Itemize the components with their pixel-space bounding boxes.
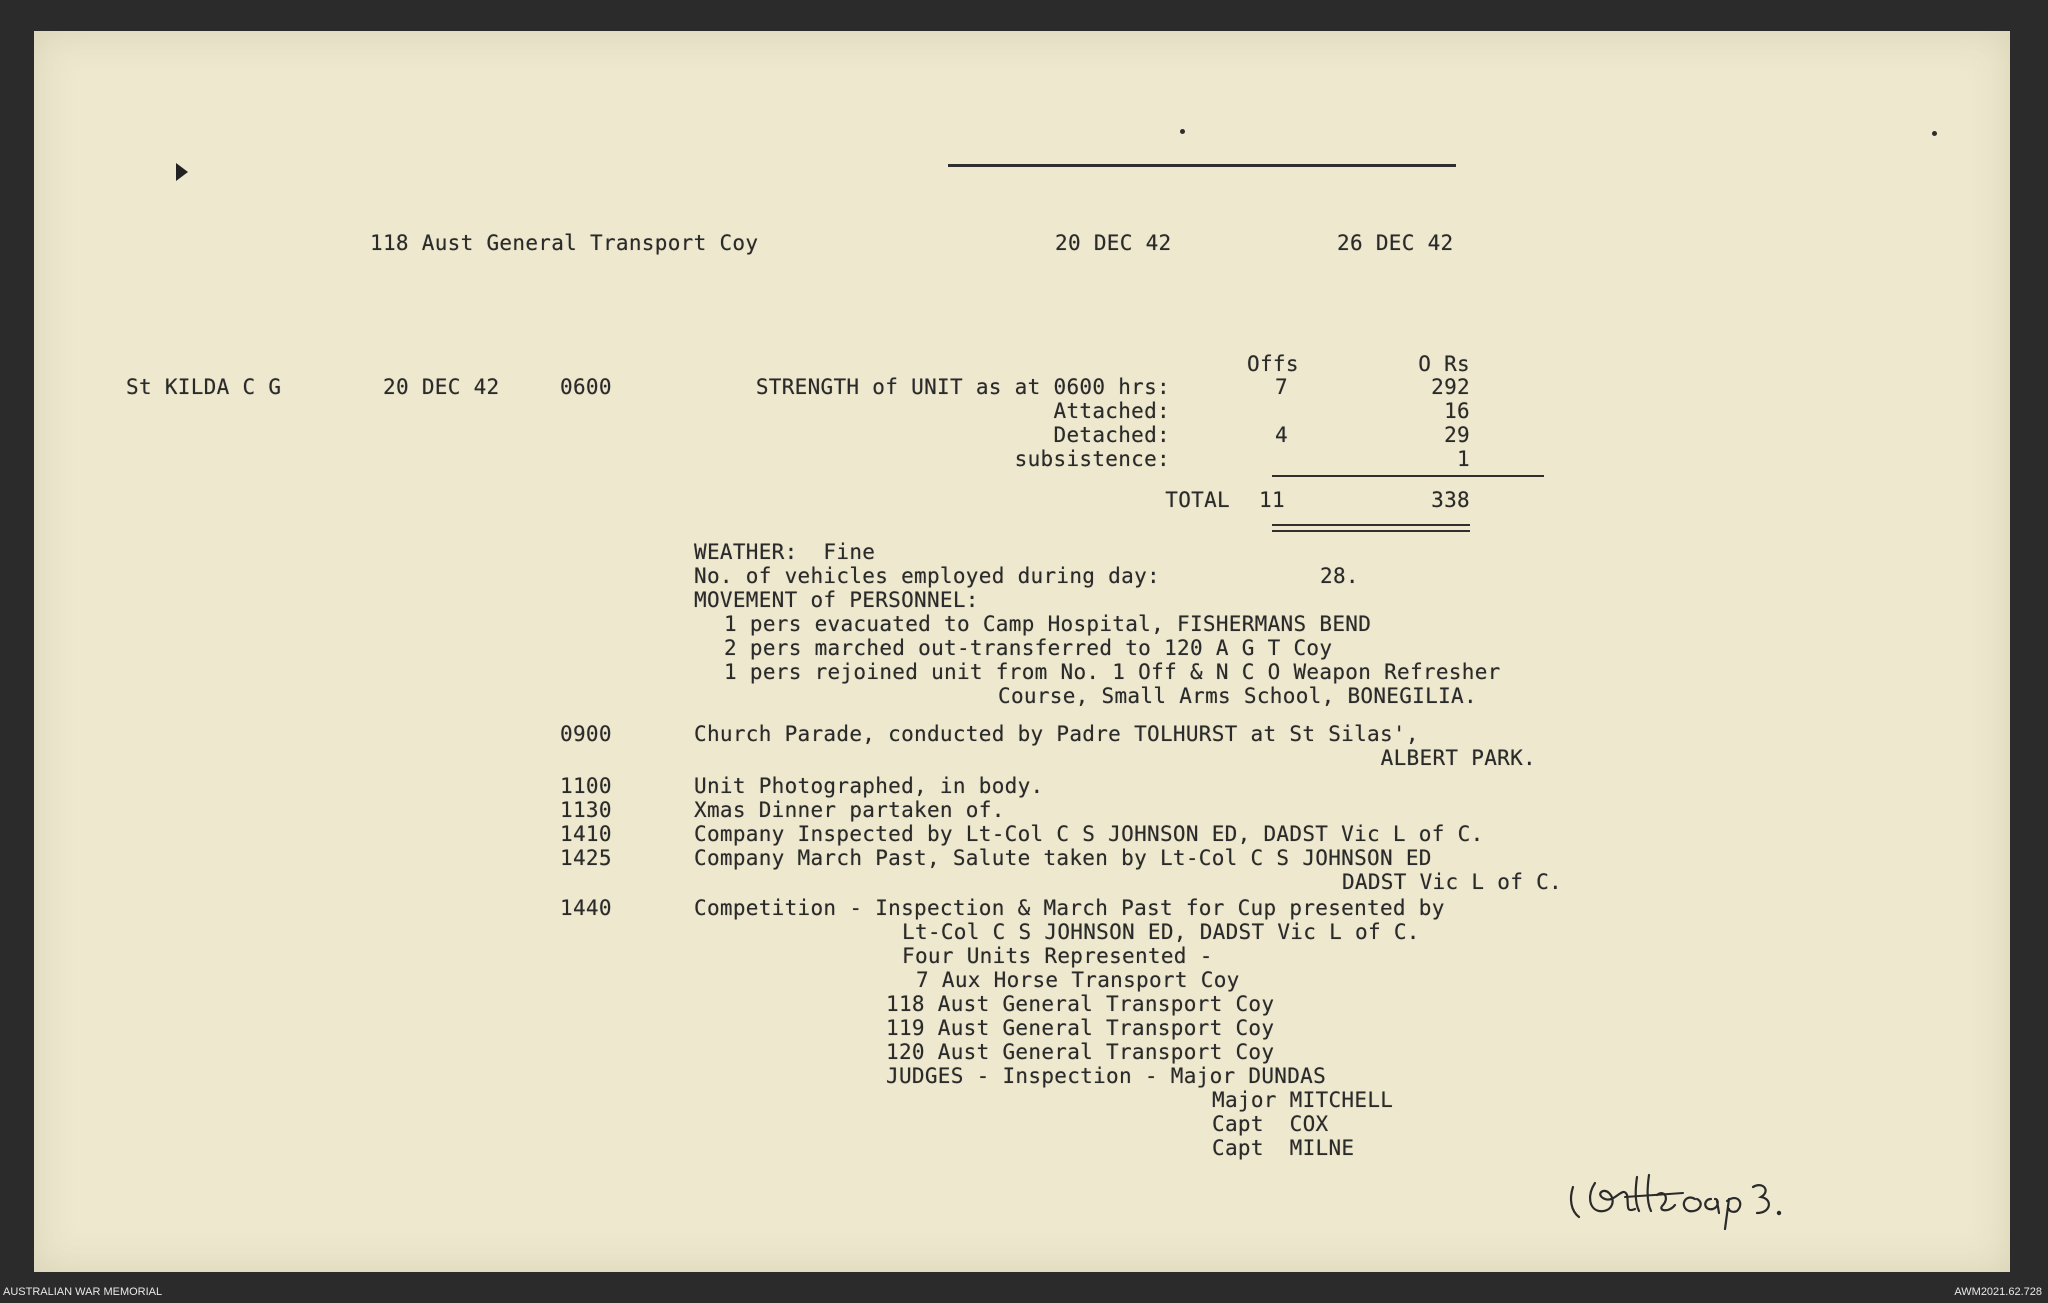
competition-unit: 119 Aust General Transport Coy bbox=[886, 1016, 1275, 1040]
event-time: 1130 bbox=[560, 798, 612, 822]
footer-archive-name: AUSTRALIAN WAR MEMORIAL bbox=[3, 1286, 163, 1298]
vehicles-line: No. of vehicles employed during day: bbox=[694, 564, 1160, 588]
event-text: Company March Past, Salute taken by Lt-Col C S JOHNSON ED bbox=[694, 846, 1432, 870]
total-double-rule bbox=[1272, 530, 1470, 532]
strength-row-ors: 292 bbox=[1431, 375, 1470, 399]
movement-item: 2 pers marched out-transferred to 120 A G T Coy bbox=[724, 636, 1333, 660]
handwritten-signature bbox=[1565, 1165, 1845, 1235]
competition-unit: 7 Aux Horse Transport Coy bbox=[916, 968, 1240, 992]
margin-arrow-mark bbox=[176, 163, 188, 181]
strength-row-offs: 4 bbox=[1275, 423, 1288, 447]
entry-date: 20 DEC 42 bbox=[383, 375, 500, 399]
strength-row-ors: 1 bbox=[1457, 447, 1470, 471]
event-text: Competition - Inspection & March Past for Cup presented by bbox=[694, 896, 1445, 920]
strength-row-ors: 16 bbox=[1444, 399, 1470, 423]
strength-row-offs: 7 bbox=[1275, 375, 1288, 399]
movement-item: 1 pers evacuated to Camp Hospital, FISHERMANS BEND bbox=[724, 612, 1372, 636]
entry-time: 0600 bbox=[560, 375, 612, 399]
judge-name: Capt COX bbox=[1212, 1112, 1329, 1136]
period-start-date: 20 DEC 42 bbox=[1055, 231, 1172, 255]
total-offs: 11 bbox=[1259, 488, 1285, 512]
event-text: Xmas Dinner partaken of. bbox=[694, 798, 1005, 822]
period-end-date: 26 DEC 42 bbox=[1337, 231, 1454, 255]
total-ors: 338 bbox=[1431, 488, 1470, 512]
strength-row-label: Attached: bbox=[1053, 399, 1170, 423]
event-time: 0900 bbox=[560, 722, 612, 746]
weather-line: WEATHER: Fine bbox=[694, 540, 876, 564]
strength-row-label: Detached: bbox=[1053, 423, 1170, 447]
movement-item-continued: Course, Small Arms School, BONEGILIA. bbox=[998, 684, 1477, 708]
event-text-continued: ALBERT PARK. bbox=[1380, 746, 1536, 770]
strength-row-label: subsistence: bbox=[1014, 447, 1170, 471]
event-text: Unit Photographed, in body. bbox=[694, 774, 1044, 798]
event-time: 1425 bbox=[560, 846, 612, 870]
competition-unit: 120 Aust General Transport Coy bbox=[886, 1040, 1275, 1064]
strength-row-ors: 29 bbox=[1444, 423, 1470, 447]
total-double-rule bbox=[1272, 524, 1470, 526]
event-text: Church Parade, conducted by Padre TOLHURST at St Silas', bbox=[694, 722, 1419, 746]
competition-unit: 118 Aust General Transport Coy bbox=[886, 992, 1275, 1016]
total-label: TOTAL bbox=[1165, 488, 1230, 512]
offs-column-header: Offs bbox=[1247, 352, 1299, 376]
judge-name: Major MITCHELL bbox=[1212, 1088, 1394, 1112]
vehicles-count: 28. bbox=[1320, 564, 1359, 588]
unit-title: 118 Aust General Transport Coy bbox=[370, 231, 759, 255]
entry-place: St KILDA C G bbox=[126, 375, 282, 399]
judges-line: JUDGES - Inspection - Major DUNDAS bbox=[886, 1064, 1327, 1088]
movement-item: 1 pers rejoined unit from No. 1 Off & N C O Weapon Refresher bbox=[724, 660, 1501, 684]
subtotal-rule bbox=[1272, 475, 1544, 477]
event-text-continued: DADST Vic L of C. bbox=[1341, 870, 1562, 894]
ink-dot bbox=[1180, 129, 1185, 134]
top-rule bbox=[948, 164, 1456, 167]
event-time: 1410 bbox=[560, 822, 612, 846]
event-time: 1440 bbox=[560, 896, 612, 920]
competition-units-heading: Four Units Represented - bbox=[902, 944, 1213, 968]
competition-presenter: Lt-Col C S JOHNSON ED, DADST Vic L of C. bbox=[902, 920, 1420, 944]
event-text: Company Inspected by Lt-Col C S JOHNSON ED, DADST Vic L of C. bbox=[694, 822, 1484, 846]
ink-dot bbox=[1932, 131, 1937, 136]
strength-row-label: STRENGTH of UNIT as at 0600 hrs: bbox=[755, 375, 1170, 399]
footer-reference-id: AWM2021.62.728 bbox=[1954, 1286, 2042, 1298]
event-time: 1100 bbox=[560, 774, 612, 798]
ors-column-header: O Rs bbox=[1418, 352, 1470, 376]
movement-heading: MOVEMENT of PERSONNEL: bbox=[694, 588, 979, 612]
judge-name: Capt MILNE bbox=[1212, 1136, 1355, 1160]
